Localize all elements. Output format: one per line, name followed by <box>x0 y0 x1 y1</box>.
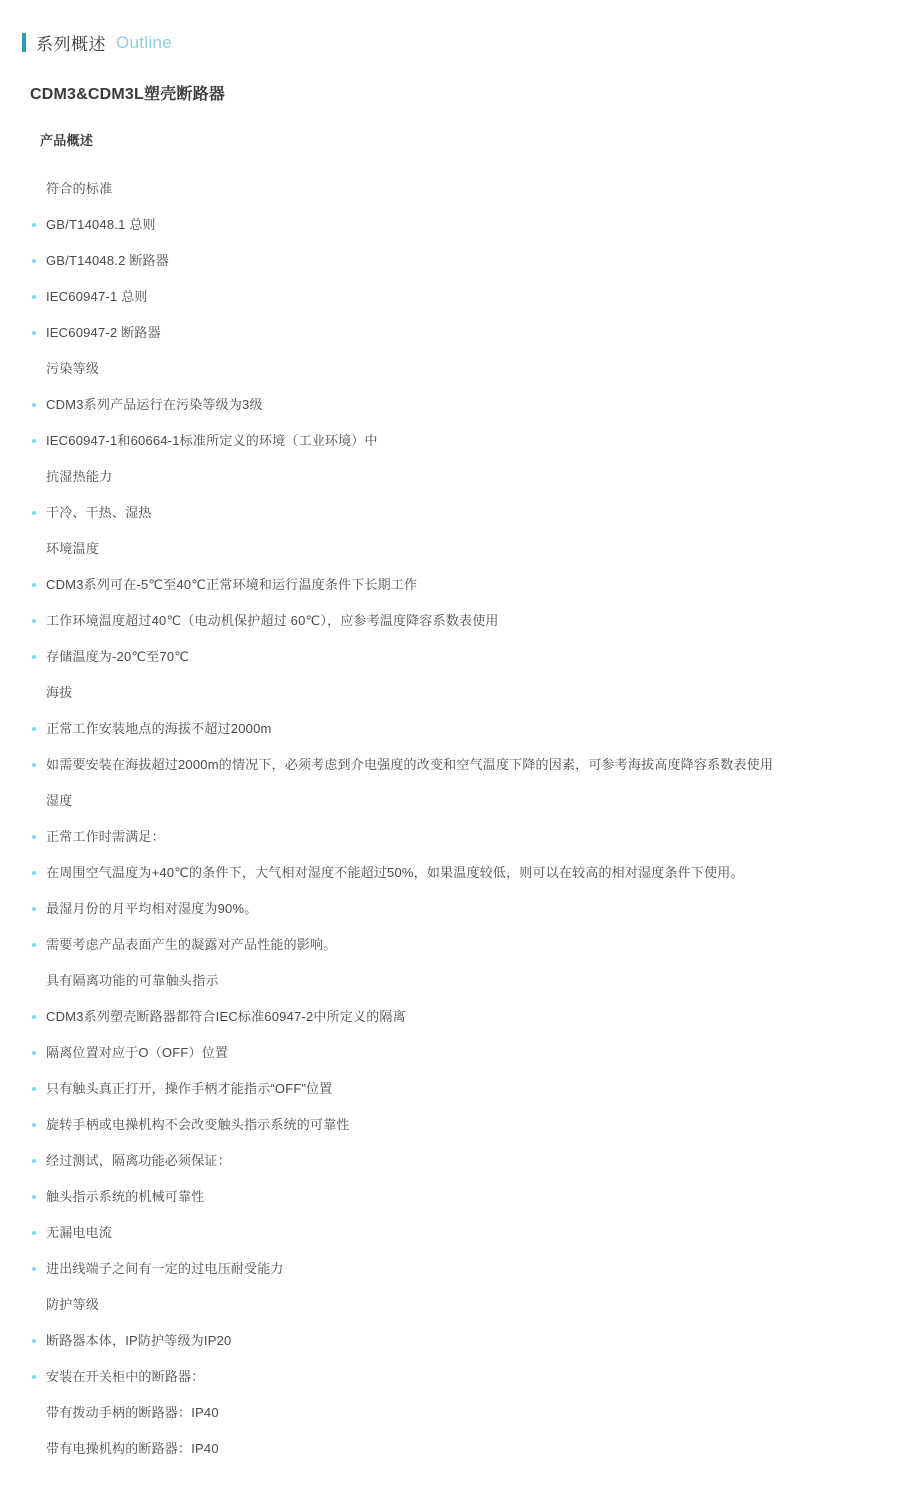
outline-bullet-label: 正常工作时需满足： <box>46 829 165 844</box>
outline-bullet-label: 最湿月份的月平均相对湿度为90%。 <box>46 901 258 916</box>
section-title-en: Outline <box>116 32 172 52</box>
outline-plain-item: 带有拨动手柄的断路器：IP40 <box>46 1405 219 1420</box>
outline-bullet-label: IEC60947-1和60664-1标准所定义的环境（工业环境）中 <box>46 433 378 448</box>
outline-bullet-item <box>32 603 880 639</box>
bullet-dot-icon <box>32 1087 36 1091</box>
outline-bullet-item <box>32 495 880 531</box>
outline-bullet-item <box>32 819 880 855</box>
bullet-dot-icon <box>32 259 36 263</box>
outline-plain-item: 带有电操机构的断路器：IP40 <box>46 1441 219 1456</box>
outline-bullet-label: CDM3系列塑壳断路器都符合IEC标准60947-2中所定义的隔离 <box>46 1009 406 1024</box>
bullet-dot-icon <box>32 403 36 407</box>
bullet-dot-icon <box>32 727 36 731</box>
bullet-dot-icon <box>32 511 36 515</box>
outline-bullet-item <box>32 387 880 423</box>
bullet-dot-icon <box>32 835 36 839</box>
section-header <box>20 30 880 55</box>
bullet-dot-icon <box>32 655 36 659</box>
outline-group-label: 海拔 <box>46 685 73 700</box>
outline-bullet-label: 无漏电电流 <box>46 1225 113 1240</box>
outline-bullet-label: 干冷、干热、湿热 <box>46 505 152 520</box>
outline-bullet-item <box>32 1035 880 1071</box>
bullet-dot-icon <box>32 871 36 875</box>
outline-bullet-item <box>32 1179 880 1215</box>
accent-bar-icon <box>22 33 26 52</box>
outline-bullet-label: 安装在开关柜中的断路器： <box>46 1369 205 1384</box>
outline-group-label: 湿度 <box>46 793 73 808</box>
bullet-dot-icon <box>32 583 36 587</box>
bullet-dot-icon <box>32 1159 36 1163</box>
outline-bullet-label: IEC60947-2 断路器 <box>46 325 161 340</box>
outline-bullet-label: 进出线端子之间有一定的过电压耐受能力 <box>46 1261 284 1276</box>
outline-bullet-label: 触头指示系统的机械可靠性 <box>46 1189 205 1204</box>
outline-bullet-item <box>32 315 880 351</box>
outline-bullet-label: CDM3系列产品运行在污染等级为3级 <box>46 397 263 412</box>
outline-bullet-label: 工作环境温度超过40℃（电动机保护超过 60℃），应参考温度降容系数表使用 <box>46 613 499 628</box>
section-title-cn: 系列概述 <box>36 35 106 54</box>
outline-bullet-item <box>32 927 880 963</box>
outline-bullet-label: 旋转手柄或电操机构不会改变触头指示系统的可靠性 <box>46 1117 350 1132</box>
bullet-dot-icon <box>32 439 36 443</box>
bullet-dot-icon <box>32 943 36 947</box>
outline-bullet-item <box>32 999 880 1035</box>
outline-bullet-item <box>32 1323 880 1359</box>
outline-bullet-item <box>32 639 880 675</box>
outline-list <box>20 171 880 1467</box>
outline-bullet-item <box>32 711 880 747</box>
bullet-dot-icon <box>32 1195 36 1199</box>
bullet-dot-icon <box>32 619 36 623</box>
outline-bullet-item <box>32 855 880 891</box>
bullet-dot-icon <box>32 223 36 227</box>
outline-group-label: 污染等级 <box>46 361 100 376</box>
bullet-dot-icon <box>32 1267 36 1271</box>
outline-bullet-label: GB/T14048.2 断路器 <box>46 253 169 268</box>
outline-bullet-label: 经过测试，隔离功能必须保证： <box>46 1153 231 1168</box>
outline-bullet-label: 需要考虑产品表面产生的凝露对产品性能的影响。 <box>46 937 337 952</box>
outline-group-label: 防护等级 <box>46 1297 100 1312</box>
outline-bullet-item <box>32 1143 880 1179</box>
outline-bullet-label: GB/T14048.1 总则 <box>46 217 156 232</box>
outline-bullet-item <box>32 1251 880 1287</box>
page-title: CDM3&CDM3L塑壳断路器 <box>30 86 226 103</box>
bullet-dot-icon <box>32 763 36 767</box>
outline-bullet-item <box>32 207 880 243</box>
bullet-dot-icon <box>32 907 36 911</box>
sub-heading: 产品概述 <box>40 133 94 148</box>
bullet-dot-icon <box>32 1123 36 1127</box>
outline-group-label: 环境温度 <box>46 541 100 556</box>
outline-group-label: 抗湿热能力 <box>46 469 113 484</box>
bullet-dot-icon <box>32 1051 36 1055</box>
outline-bullet-item <box>32 1071 880 1107</box>
outline-bullet-label: 如需要安装在海拔超过2000m的情况下，必须考虑到介电强度的改变和空气温度下降的因素，可参考海拔高度降容系数表使用 <box>46 757 774 772</box>
bullet-dot-icon <box>32 1375 36 1379</box>
outline-bullet-label: 在周围空气温度为+40℃的条件下，大气相对湿度不能超过50%，如果温度较低，则可以在较高的相对湿度条件下使用。 <box>46 865 744 880</box>
outline-bullet-label: 正常工作安装地点的海拔不超过2000m <box>46 721 272 736</box>
outline-bullet-item <box>32 1215 880 1251</box>
outline-bullet-item <box>32 567 880 603</box>
outline-bullet-label: 断路器本体，IP防护等级为IP20 <box>46 1333 232 1348</box>
outline-bullet-item <box>32 243 880 279</box>
bullet-dot-icon <box>32 1231 36 1235</box>
bullet-dot-icon <box>32 1339 36 1343</box>
outline-bullet-item <box>32 747 880 783</box>
bullet-dot-icon <box>32 1015 36 1019</box>
outline-bullet-label: 只有触头真正打开，操作手柄才能指示“OFF”位置 <box>46 1081 333 1096</box>
outline-bullet-label: CDM3系列可在-5℃至40℃正常环境和运行温度条件下长期工作 <box>46 577 418 592</box>
outline-bullet-item <box>32 1107 880 1143</box>
outline-bullet-label: 存储温度为-20℃至70℃ <box>46 649 190 664</box>
outline-bullet-item <box>32 1359 880 1395</box>
outline-bullet-item <box>32 891 880 927</box>
outline-bullet-label: IEC60947-1 总则 <box>46 289 148 304</box>
outline-bullet-item <box>32 279 880 315</box>
outline-group-label: 符合的标准 <box>46 181 113 196</box>
outline-bullet-item <box>32 423 880 459</box>
outline-group-label: 具有隔离功能的可靠触头指示 <box>46 973 219 988</box>
bullet-dot-icon <box>32 331 36 335</box>
outline-bullet-label: 隔离位置对应于O（OFF）位置 <box>46 1045 229 1060</box>
bullet-dot-icon <box>32 295 36 299</box>
